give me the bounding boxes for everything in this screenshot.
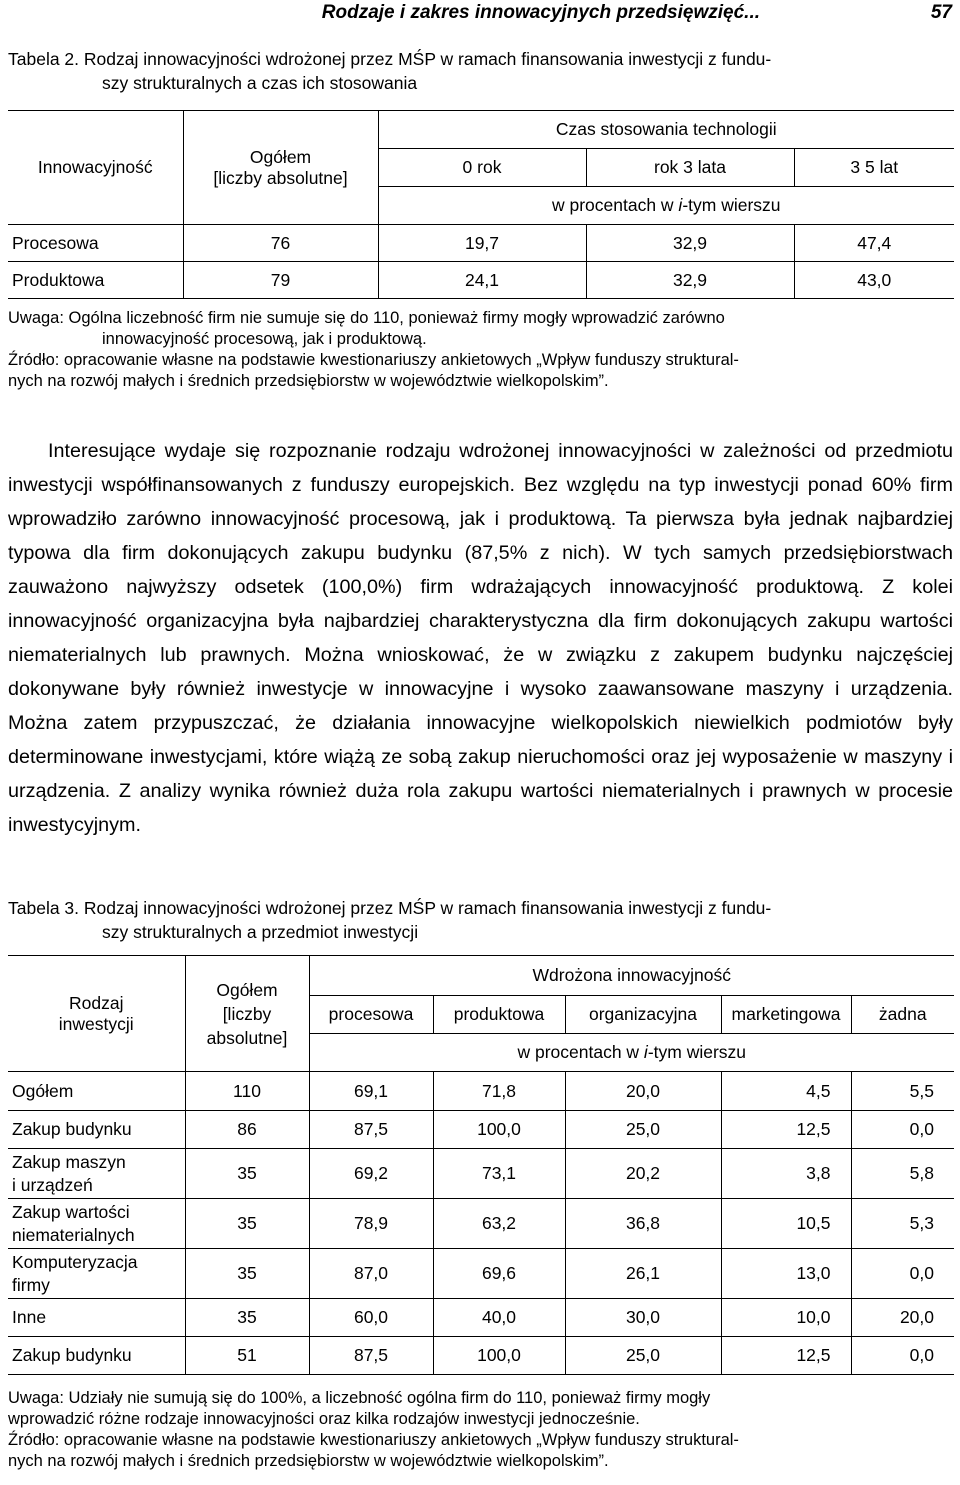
table2-header-czas: Czas stosowania technologii [378, 111, 954, 149]
table3-note-line1: Uwaga: Udziały nie sumują się do 100%, a liczebność ogólna firm do 110, ponieważ firmy mogły [8, 1389, 711, 1407]
table2-row-v1: 19,7 [378, 225, 586, 262]
table3-header-rodzaj-2: inwestycji [58, 1013, 134, 1034]
table3-cell: 71,8 [433, 1072, 565, 1111]
table-row [8, 1111, 954, 1149]
table3-header-col: organizacyjna [565, 996, 721, 1034]
table2-unit-post: -tym wierszu [682, 195, 781, 215]
table3-row-total: 110 [185, 1072, 309, 1111]
page-number: 57 [930, 2, 952, 23]
table2-row-v1: 24,1 [378, 262, 586, 299]
table3-source-line1: Źródło: opracowanie własne na podstawie kwestionariuszy ankietowych „Wpływ funduszy struktural- [8, 1431, 739, 1449]
table3-cell: 5,3 [851, 1199, 954, 1249]
table3-header-rodzaj [8, 956, 185, 1072]
table2-caption-line1: Tabela 2. Rodzaj innowacyjności wdrożonej przez MŚP w ramach finansowania inwestycji z fundu- [8, 49, 772, 69]
table3-unit-post: -tym wierszu [647, 1042, 747, 1062]
table2-header-ogolem-1: Ogółem [249, 146, 312, 167]
table3-row-label-2: firmy [12, 1274, 50, 1295]
table2-row-v3: 43,0 [794, 262, 954, 299]
table3-cell: 4,5 [721, 1072, 851, 1111]
table3-cell: 69,2 [309, 1149, 433, 1199]
table3-cell: 73,1 [433, 1149, 565, 1199]
table2-row-total: 76 [183, 225, 378, 262]
table3-cell: 100,0 [433, 1111, 565, 1149]
table-row [8, 1249, 954, 1299]
body-paragraph-block [8, 434, 953, 842]
table2-source-line1: Źródło: opracowanie własne na podstawie kwestionariuszy ankietowych „Wpływ funduszy struktural- [8, 351, 739, 369]
table3-header-ogolem [185, 956, 309, 1072]
table2-row-v2: 32,9 [586, 225, 794, 262]
table2-row-total: 79 [183, 262, 378, 299]
table-row [8, 1337, 954, 1375]
table3-row-label-1: Zakup wartości [12, 1201, 130, 1222]
table3-header-col: marketingowa [721, 996, 851, 1034]
table2-note-line2: innowacyjność procesową, jak i produktową. [102, 330, 427, 348]
table3-row-total: 35 [185, 1149, 309, 1199]
table2-unit-pre: w procentach w [551, 195, 679, 215]
table2-header-innowacyjnosc: Innowacyjność [8, 111, 183, 225]
table3-note [8, 1388, 953, 1472]
table3-cell: 0,0 [851, 1111, 954, 1149]
table3-row-label-1: Komputeryzacja [12, 1251, 138, 1272]
table2-note-line1: Uwaga: Ogólna liczebność firm nie sumuje się do 110, ponieważ firmy mogły wprowadzić zarówno [8, 309, 725, 327]
table3-row-label: Inne [8, 1299, 185, 1337]
table3-cell: 25,0 [565, 1111, 721, 1149]
table2 [8, 110, 954, 299]
table3-note-line2: wprowadzić różne rodzaje innowacyjności oraz kilka rodzajów inwestycji jednocześnie. [8, 1410, 640, 1428]
table3-row-label: Zakup budynku [8, 1337, 185, 1375]
table3-header-unit [309, 1034, 954, 1072]
table3-cell: 87,5 [309, 1111, 433, 1149]
table3-row-label-2: i urządzeń [12, 1174, 93, 1195]
table3-header-ogolem-2: [liczby [222, 1003, 272, 1024]
table3-row-total: 86 [185, 1111, 309, 1149]
table2-header-col2: rok 3 lata [586, 149, 794, 187]
table3-cell: 10,5 [721, 1199, 851, 1249]
table-row [8, 225, 954, 262]
table3-header-wdrozona: Wdrożona innowacyjność [309, 956, 954, 996]
table2-caption-line2: szy strukturalnych a czas ich stosowania [102, 73, 418, 93]
table3-row-total: 35 [185, 1249, 309, 1299]
table-row [8, 1072, 954, 1111]
table2-header-unit [378, 187, 954, 225]
body-paragraph: Interesujące wydaje się rozpoznanie rodzaju wdrożonej innowacyjności w zależności od przedmiotu inwestycji współfinansowanych z funduszy europejskich. Bez względu na typ inwestycji ponad 60% firm wprowadziło zarówno innowacyjność procesową, jak i produktową. Ta pierwsza była jednak najbardziej typowa dla firm dokonujących zakupu budynku (87,5% z nich). W tych samych przedsiębiorstwach zauważono najwyższy odsetek (100,0%) firm wdrażających innowacyjność produktową. Z kolei innowacyjność organizacyjna była najbardziej charakterystyczna dla firm dokonujących zakupu wartości niematerialnych lub prawnych. Można wnioskować, że w związku z zakupem budynku najczęściej dokonywane były również inwestycje w innowacyjne i wysoko zaawansowane maszyny i urządzenia. Można zatem przypuszczać, że działania innowacyjne wielkopolskich niewielkich podmiotów były determinowane inwestycjami, które wiążą ze sobą zakup nieruchomości oraz jej wyposażenie w maszyny i urządzenia. Z analizy wynika również duża rola zakupu wartości niematerialnych i prawnych w procesie inwestycyjnym. [8, 440, 953, 836]
table3-row-label-2: niematerialnych [12, 1224, 135, 1245]
table2-note [8, 308, 953, 392]
table3-caption [8, 896, 953, 944]
table3-cell: 78,9 [309, 1199, 433, 1249]
table3-header-ogolem-3: absolutne] [206, 1027, 288, 1048]
table2-row-v2: 32,9 [586, 262, 794, 299]
table3-cell: 36,8 [565, 1199, 721, 1249]
table3-source-line2: nych na rozwój małych i średnich przedsiębiorstw w województwie wielkopolskim”. [8, 1452, 609, 1470]
table3-caption-line2: szy strukturalnych a przedmiot inwestycji [102, 922, 419, 942]
table3-cell: 0,0 [851, 1249, 954, 1299]
table3-row-label-1: Zakup maszyn [12, 1151, 126, 1172]
table3-caption-line1: Tabela 3. Rodzaj innowacyjności wdrożonej przez MŚP w ramach finansowania inwestycji z fundu- [8, 898, 772, 918]
table3-unit-i: i [643, 1042, 648, 1062]
table3-cell: 25,0 [565, 1337, 721, 1375]
table2-unit-i: i [678, 195, 683, 215]
table2-header-ogolem-2: [liczby absolutne] [213, 167, 348, 188]
table3-cell: 26,1 [565, 1249, 721, 1299]
table3 [8, 955, 954, 1375]
table3-header-ogolem-1: Ogółem [216, 979, 278, 1000]
table3-cell: 20,2 [565, 1149, 721, 1199]
table3-cell: 20,0 [565, 1072, 721, 1111]
table3-header-col: procesowa [309, 996, 433, 1034]
table3-cell: 30,0 [565, 1299, 721, 1337]
table3-header-rodzaj-1: Rodzaj [69, 992, 124, 1013]
table-row [8, 1199, 954, 1249]
running-header [0, 0, 960, 30]
table-row [8, 1149, 954, 1199]
table3-header-col: produktowa [433, 996, 565, 1034]
table3-cell: 12,5 [721, 1337, 851, 1375]
table3-cell: 0,0 [851, 1337, 954, 1375]
table3-cell: 87,0 [309, 1249, 433, 1299]
table3-cell: 63,2 [433, 1199, 565, 1249]
table3-row-total: 35 [185, 1199, 309, 1249]
table3-cell: 13,0 [721, 1249, 851, 1299]
table3-cell: 10,0 [721, 1299, 851, 1337]
table2-source-line2: nych na rozwój małych i średnich przedsiębiorstw w województwie wielkopolskim”. [8, 372, 609, 390]
table3-row-label: Ogółem [8, 1072, 185, 1111]
table2-row-v3: 47,4 [794, 225, 954, 262]
table3-cell: 40,0 [433, 1299, 565, 1337]
table-row [8, 262, 954, 299]
table3-cell: 3,8 [721, 1149, 851, 1199]
table2-caption [8, 47, 953, 95]
table3-header-col: żadna [851, 996, 954, 1034]
table3-row-total: 35 [185, 1299, 309, 1337]
table3-row-total: 51 [185, 1337, 309, 1375]
table3-cell: 5,5 [851, 1072, 954, 1111]
table3-cell: 60,0 [309, 1299, 433, 1337]
table2-row-name: Procesowa [8, 225, 183, 262]
table3-cell: 69,1 [309, 1072, 433, 1111]
table3-cell: 12,5 [721, 1111, 851, 1149]
running-title: Rodzaje i zakres innowacyjnych przedsięwzięć... [321, 2, 760, 23]
table3-cell: 20,0 [851, 1299, 954, 1337]
table3-row-label [8, 1249, 185, 1299]
table3-row-label [8, 1149, 185, 1199]
table2-header-ogolem [183, 111, 378, 225]
table3-cell: 69,6 [433, 1249, 565, 1299]
table2-header-col3: 3 5 lat [794, 149, 954, 187]
table2-header-col1: 0 rok [378, 149, 586, 187]
table3-cell: 100,0 [433, 1337, 565, 1375]
table3-row-label [8, 1199, 185, 1249]
table2-row-name: Produktowa [8, 262, 183, 299]
table3-row-label: Zakup budynku [8, 1111, 185, 1149]
table-row [8, 1299, 954, 1337]
table3-cell: 87,5 [309, 1337, 433, 1375]
table3-unit-pre: w procentach w [517, 1042, 644, 1062]
table3-cell: 5,8 [851, 1149, 954, 1199]
